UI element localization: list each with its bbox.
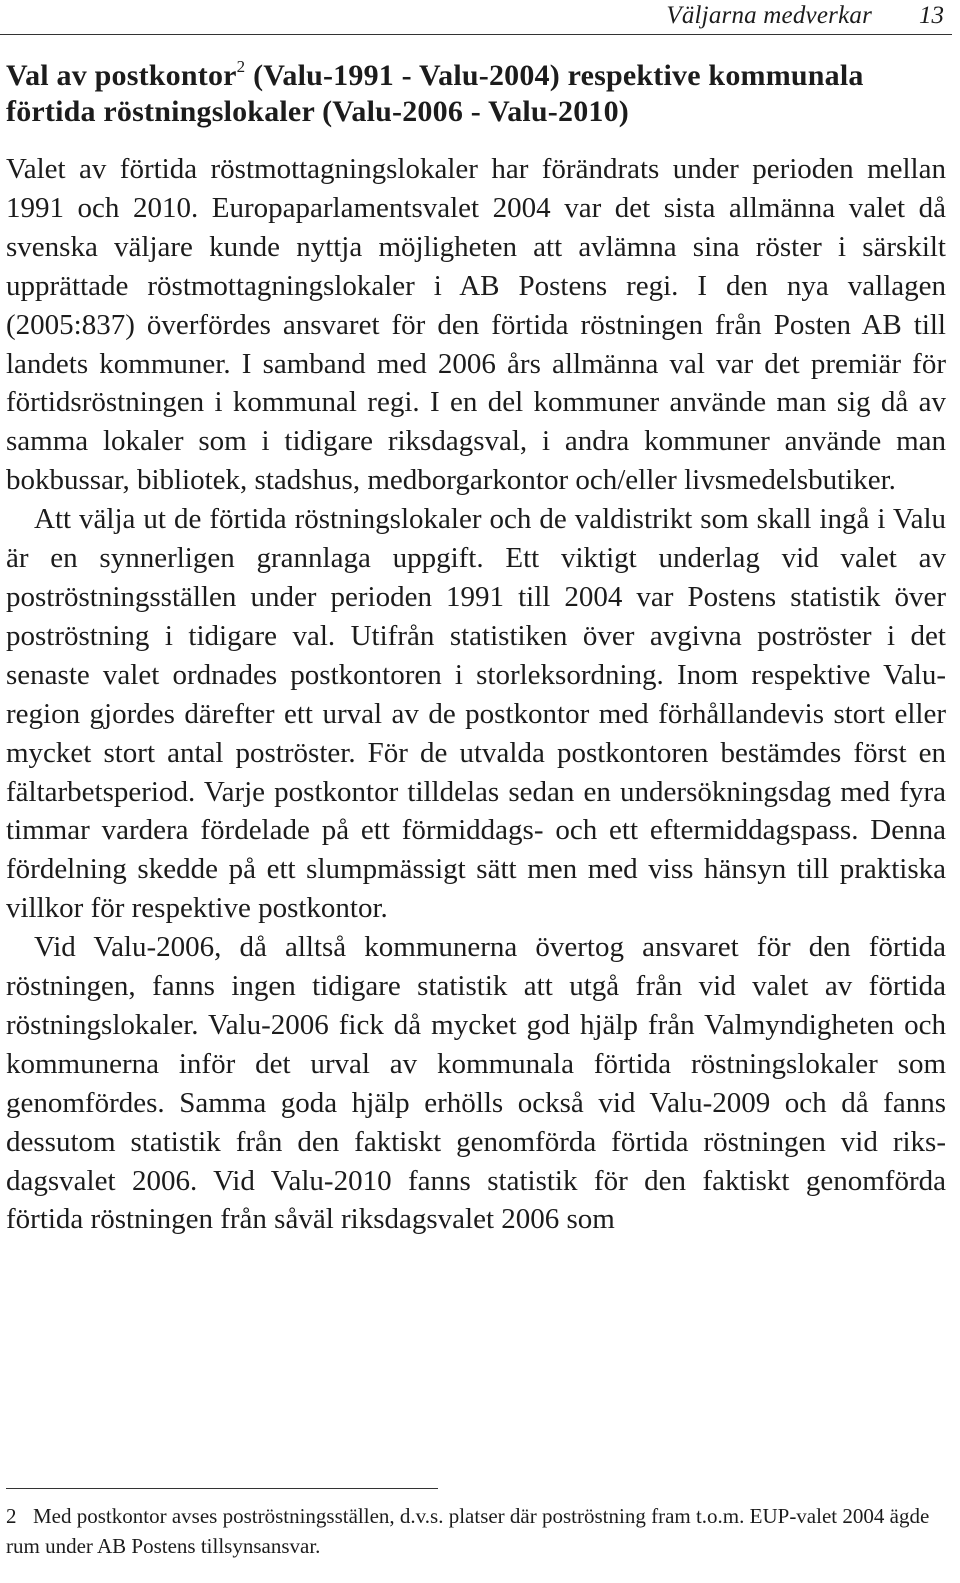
footnote-separator xyxy=(6,1488,438,1489)
footnote-mark: 2 xyxy=(6,1504,17,1528)
page-number: 13 xyxy=(919,2,944,29)
section-heading-text-cont: (Valu-1991 - Valu-2004) respektive kommunala förtida röstningslokaler (Valu-2006 - Valu-2010) xyxy=(6,59,864,128)
body-text xyxy=(6,150,946,1239)
footnote-text: Med postkontor avses poströstningsställen, d.v.s. platser där poströstning fram t.o.m. EUP-valet 2004 ägde rum under AB Postens tillsynsansvar. xyxy=(6,1504,930,1558)
paragraph-3: Vid Valu-2006, då alltså kommunerna övertog ansvaret för den förtida röstningen, fanns ingen tidigare statistik att utgå från vid valet av förtida röstningslokaler. Valu-2006 fick då mycket god hjälp från Valmyndigheten och kommunerna inför det urval av kommunala förtida röstningslokaler som genomfördes. Samma goda hjälp erhölls också vid Valu-2009 och då fanns dessutom statistik från den faktiskt genomförda förtida röstningen vid riksdagsvalet 2006. Vid Valu-2010 fanns statistik för den faktiskt genomförda förtida röstningen från såväl riksdagsvalet 2006 som xyxy=(6,931,946,1236)
footnote xyxy=(6,1501,936,1561)
section-heading xyxy=(6,58,948,130)
paragraph-1: Valet av förtida röstmottagningslokaler har förändrats under perioden mellan 1991 och 2010. Europaparlamentsvalet 2004 var det sista allmänna valet då svenska väljare kunde nyttja möjligheten att avlämna sina röster i särskilt upprättade röstmottagningslokaler i AB Postens regi. I den nya vallagen (2005:837) överfördes ansvaret för den förtida röstningen från Posten AB till landets kommuner. I samband med 2006 års allmänna val var det premiär för förtidsröstningen i kommunal regi. I en del kommuner använde man sig då av samma lokaler som i tidigare riksdagsval, i andra kommuner använde man bokbussar, bibliotek, stadshus, medborgarkontor och/eller livsmedelsbutiker. xyxy=(6,153,946,497)
paragraph-2: Att välja ut de förtida röstningslokaler och de valdistrikt som skall ingå i Valu är en synnerligen grannlaga uppgift. Ett viktigt underlag vid valet av poströstningsställen under perioden 1991 till 2004 var Postens statistik över poströstning i tidigare val. Utifrån statistiken över avgivna poströster i det senaste valet ordnades postkontoren i storleksordning. Inom respektive Valu-region gjordes därefter ett urval av de postkontor med förhållandevis stort eller mycket stort antal poströster. För de utvalda postkontoren bestämdes först en fältarbetsperiod. Varje postkontor tilldelas sedan en undersökningsdag med fyra timmar vardera fördelade på ett förmiddags- och ett eftermiddagspass. Denna fördelning skedde på ett slumpmässigt sätt men med viss hänsyn till praktiska villkor för respektive postkontor. xyxy=(6,503,946,925)
running-header xyxy=(0,0,952,35)
running-header-title: Väljarna medverkar xyxy=(666,2,872,29)
footnote-reference[interactable]: 2 xyxy=(236,57,246,76)
section-heading-text: Val av postkontor xyxy=(6,59,237,92)
